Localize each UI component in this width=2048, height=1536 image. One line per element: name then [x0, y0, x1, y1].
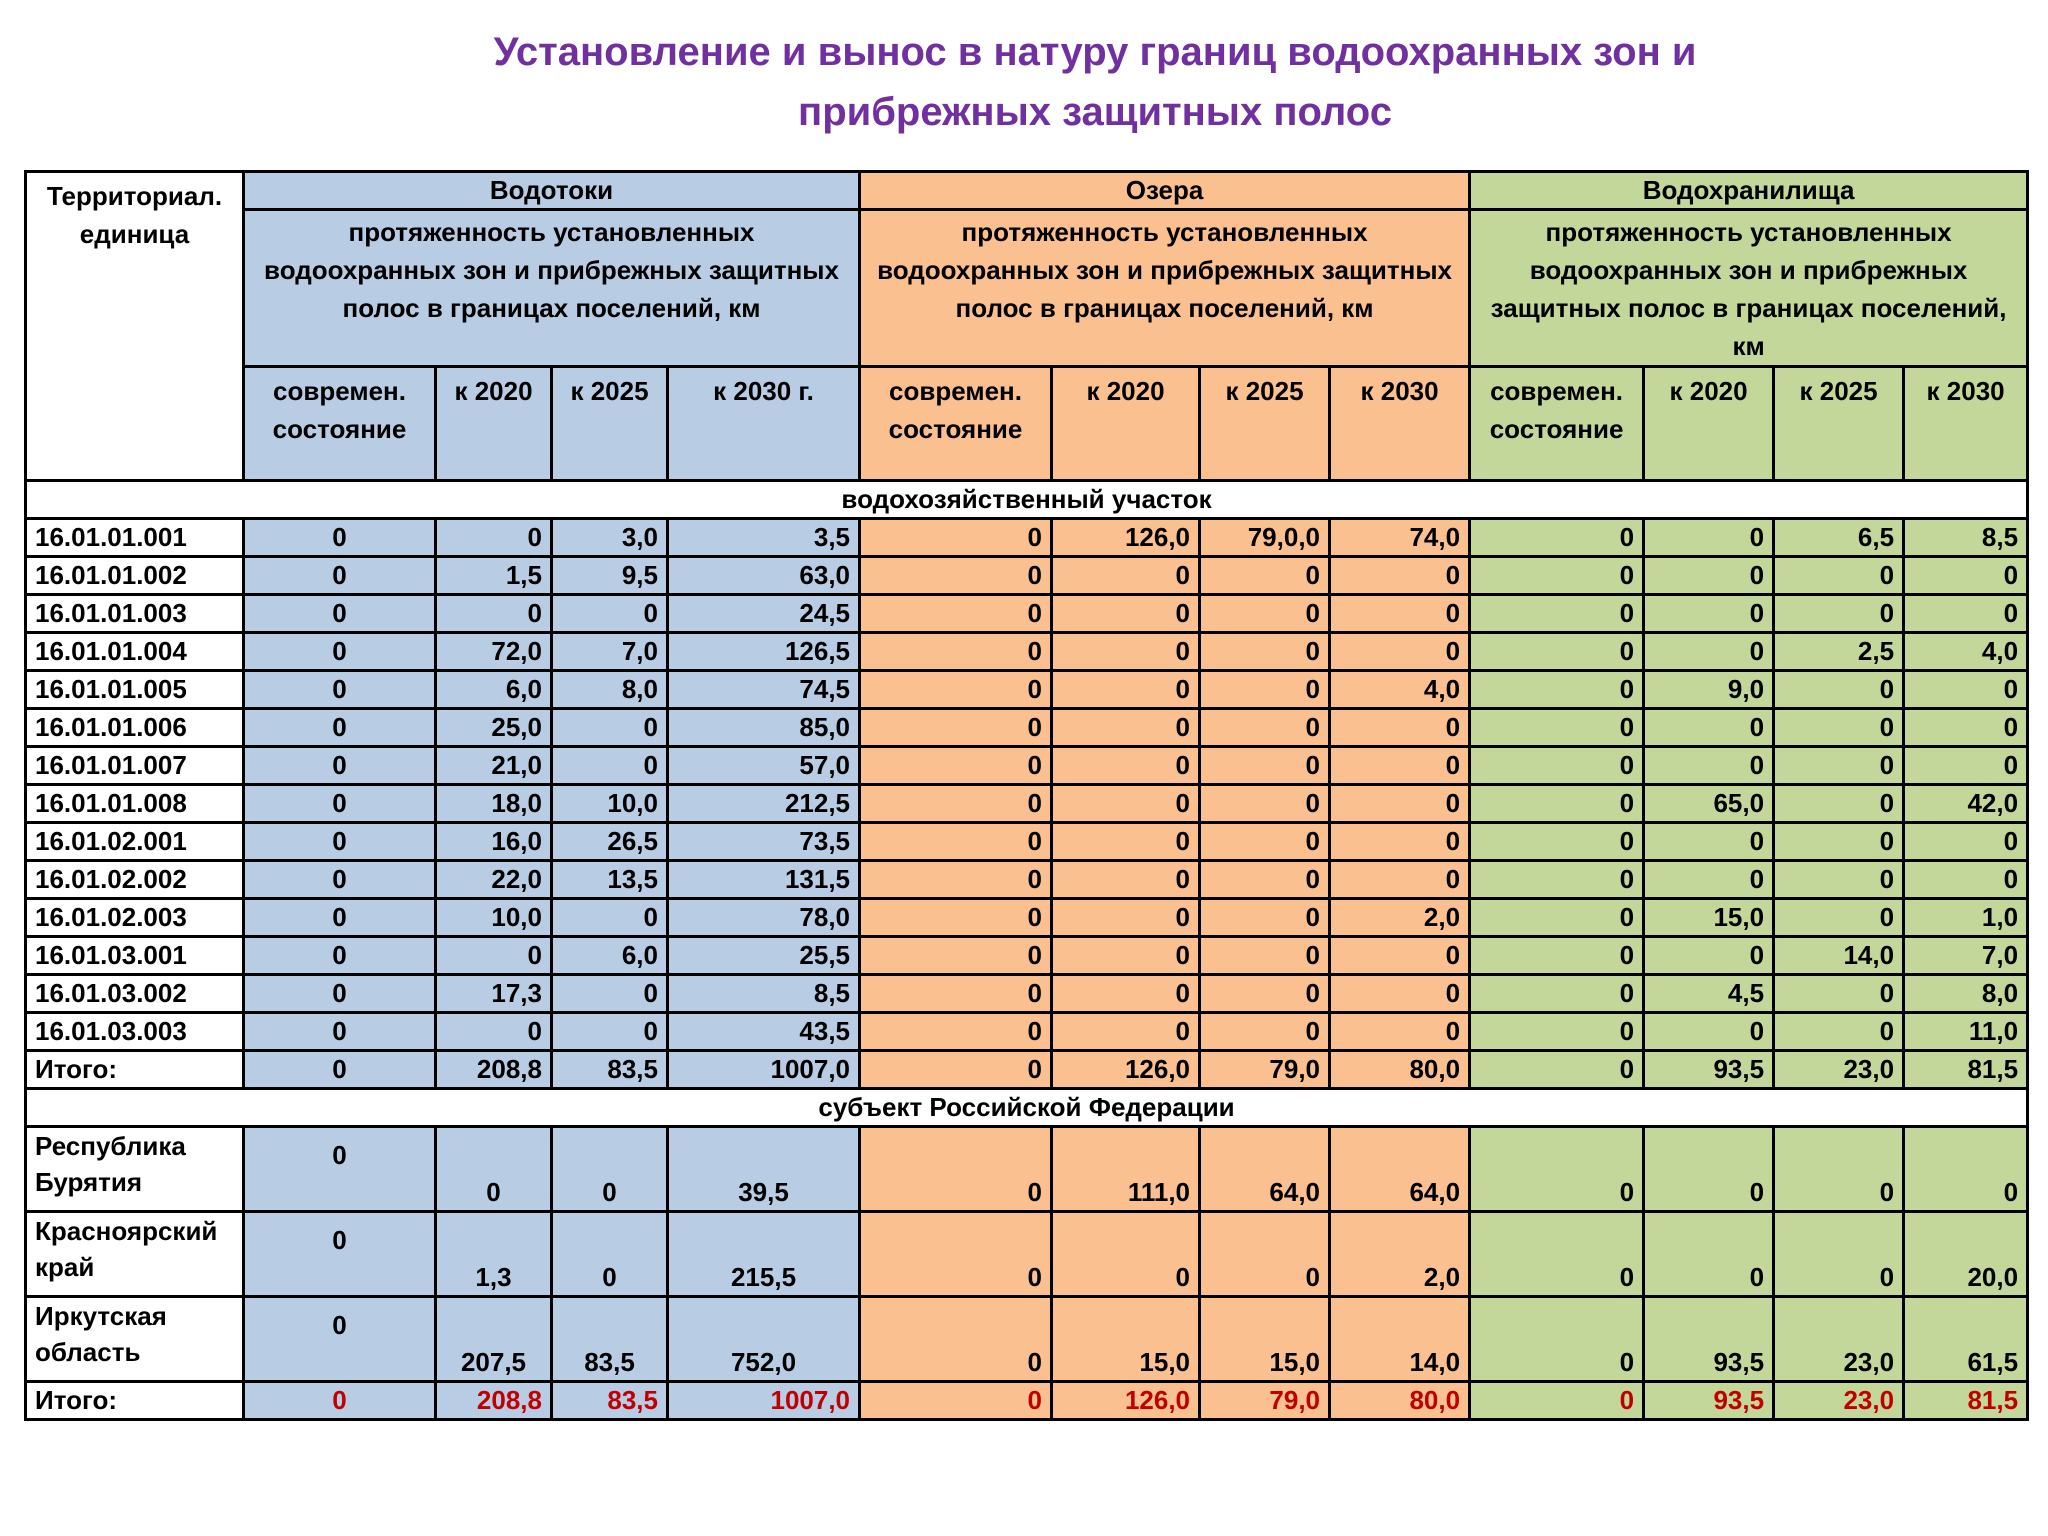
cell-ozera-2025: 0 [1200, 975, 1330, 1013]
cell-vodotoki-2030: 131,5 [668, 861, 860, 899]
cell-vodotoki-2030: 1007,0 [668, 1051, 860, 1089]
cell-vodotoki-2020: 1,5 [436, 557, 552, 595]
subheader-ozera-2030: к 2030 [1330, 367, 1470, 481]
cell-ozera-2030: 4,0 [1330, 671, 1470, 709]
table-row [26, 899, 2028, 937]
cell-vodohr-2020: 0 [1644, 595, 1774, 633]
region-row [26, 1297, 2028, 1382]
cell-ozera-2020: 0 [1052, 785, 1200, 823]
cell-ozera-2030: 14,0 [1330, 1297, 1470, 1382]
cell-vodohr-2025: 0 [1774, 1013, 1904, 1051]
cell-vodotoki-2030: 8,5 [668, 975, 860, 1013]
cell-vodotoki-2030: 57,0 [668, 747, 860, 785]
cell-vodotoki-current: 0 [244, 633, 436, 671]
cell-ozera-2020: 0 [1052, 861, 1200, 899]
cell-ozera-2030: 80,0 [1330, 1051, 1470, 1089]
cell-ozera-current: 0 [860, 1212, 1052, 1297]
cell-vodohr-current: 0 [1470, 747, 1644, 785]
table-row [26, 937, 2028, 975]
cell-ozera-2025: 79,0 [1200, 1051, 1330, 1089]
cell-ozera-2020: 0 [1052, 595, 1200, 633]
cell-vodotoki-2020: 18,0 [436, 785, 552, 823]
cell-vodohr-2030: 61,5 [1904, 1297, 2028, 1382]
table-row [26, 557, 2028, 595]
cell-vodotoki-2020: 208,8 [436, 1051, 552, 1089]
cell-vodohr-2020: 4,5 [1644, 975, 1774, 1013]
cell-ozera-2030: 0 [1330, 823, 1470, 861]
cell-unit: 16.01.01.005 [26, 671, 244, 709]
header-group-ozera: Озера [860, 172, 1470, 210]
cell-ozera-2020: 0 [1052, 557, 1200, 595]
cell-unit: 16.01.01.006 [26, 709, 244, 747]
cell-vodohr-2030: 0 [1904, 557, 2028, 595]
cell-ozera-current: 0 [860, 519, 1052, 557]
cell-ozera-current: 0 [860, 785, 1052, 823]
cell-vodohr-2030: 8,5 [1904, 519, 2028, 557]
cell-vodohr-2025: 0 [1774, 557, 1904, 595]
region-row [26, 1212, 2028, 1297]
cell-unit: Иркутская область [26, 1297, 244, 1382]
cell-unit: 16.01.02.003 [26, 899, 244, 937]
cell-vodohr-2030: 0 [1904, 709, 2028, 747]
cell-vodohr-2020: 0 [1644, 823, 1774, 861]
cell-vodotoki-current: 0 [244, 1013, 436, 1051]
cell-vodohr-current: 0 [1470, 1297, 1644, 1382]
header-group-vodotoki: Водотоки [244, 172, 860, 210]
region-rows [26, 1127, 2028, 1382]
title-line-2: прибрежных защитных полос [798, 90, 1392, 134]
subheader-vodotoki-current: современ. состояние [244, 367, 436, 481]
cell-vodotoki-2025: 6,0 [552, 937, 668, 975]
cell-vodohr-2030: 20,0 [1904, 1212, 2028, 1297]
cell-unit: 16.01.02.001 [26, 823, 244, 861]
cell-ozera-2025: 79,0,0 [1200, 519, 1330, 557]
cell-ozera-current: 0 [860, 557, 1052, 595]
cell-unit: 16.01.01.001 [26, 519, 244, 557]
cell-vodohr-2030: 42,0 [1904, 785, 2028, 823]
cell-ozera-2020: 126,0 [1052, 1051, 1200, 1089]
cell-ozera-2030: 74,0 [1330, 519, 1470, 557]
cell-ozera-current: 0 [860, 747, 1052, 785]
cell-vodohr-current: 0 [1470, 823, 1644, 861]
cell-vodohr-2030: 81,5 [1904, 1382, 2028, 1420]
cell-ozera-2030: 0 [1330, 633, 1470, 671]
cell-ozera-2025: 0 [1200, 633, 1330, 671]
cell-ozera-2025: 0 [1200, 1013, 1330, 1051]
cell-ozera-current: 0 [860, 1127, 1052, 1212]
page-title [300, 22, 1890, 142]
cell-vodotoki-2020: 25,0 [436, 709, 552, 747]
cell-vodotoki-2025: 0 [552, 709, 668, 747]
cell-vodohr-2020: 0 [1644, 557, 1774, 595]
cell-ozera-2030: 80,0 [1330, 1382, 1470, 1420]
water-zones-table [24, 170, 2029, 1421]
cell-vodotoki-2030: 85,0 [668, 709, 860, 747]
cell-vodohr-2030: 0 [1904, 1127, 2028, 1212]
cell-unit: 16.01.01.002 [26, 557, 244, 595]
cell-vodotoki-current: 0 [244, 747, 436, 785]
cell-vodohr-2020: 0 [1644, 747, 1774, 785]
cell-unit: 16.01.01.007 [26, 747, 244, 785]
cell-ozera-2025: 0 [1200, 937, 1330, 975]
cell-unit: Красноярский край [26, 1212, 244, 1297]
cell-vodotoki-2025: 83,5 [552, 1382, 668, 1420]
cell-vodotoki-2030: 752,0 [668, 1297, 860, 1382]
cell-ozera-2020: 15,0 [1052, 1297, 1200, 1382]
cell-vodohr-2025: 23,0 [1774, 1382, 1904, 1420]
cell-vodohr-2020: 0 [1644, 937, 1774, 975]
cell-ozera-2025: 64,0 [1200, 1127, 1330, 1212]
cell-vodotoki-2030: 25,5 [668, 937, 860, 975]
cell-vodohr-2030: 0 [1904, 747, 2028, 785]
cell-ozera-2030: 0 [1330, 747, 1470, 785]
cell-vodohr-2030: 11,0 [1904, 1013, 2028, 1051]
cell-unit: 16.01.03.001 [26, 937, 244, 975]
cell-ozera-2030: 64,0 [1330, 1127, 1470, 1212]
cell-ozera-2020: 111,0 [1052, 1127, 1200, 1212]
cell-vodohr-2030: 0 [1904, 671, 2028, 709]
cell-vodohr-current: 0 [1470, 899, 1644, 937]
cell-vodotoki-2020: 207,5 [436, 1297, 552, 1382]
cell-vodohr-current: 0 [1470, 709, 1644, 747]
cell-vodohr-2030: 7,0 [1904, 937, 2028, 975]
cell-ozera-2025: 79,0 [1200, 1382, 1330, 1420]
cell-vodohr-2025: 0 [1774, 747, 1904, 785]
cell-vodohr-2030: 8,0 [1904, 975, 2028, 1013]
cell-vodotoki-current: 0 [244, 671, 436, 709]
header-territorial-unit: Территориал. единица [26, 172, 244, 481]
cell-ozera-2025: 0 [1200, 899, 1330, 937]
cell-vodohr-current: 0 [1470, 1127, 1644, 1212]
cell-ozera-2025: 0 [1200, 1212, 1330, 1297]
cell-ozera-2030: 2,0 [1330, 899, 1470, 937]
cell-vodohr-2030: 0 [1904, 861, 2028, 899]
cell-vodohr-current: 0 [1470, 937, 1644, 975]
cell-vodohr-2020: 0 [1644, 633, 1774, 671]
subheader-ozera-2020: к 2020 [1052, 367, 1200, 481]
cell-vodotoki-2025: 83,5 [552, 1297, 668, 1382]
cell-vodotoki-2030: 73,5 [668, 823, 860, 861]
cell-vodohr-2020: 9,0 [1644, 671, 1774, 709]
header-desc-vodohranilishcha: протяженность установленных водоохранных зон и прибрежных защитных полос в границах поселений, км [1470, 210, 2028, 367]
subheader-vodotoki-2020: к 2020 [436, 367, 552, 481]
subheader-vodohr-2020: к 2020 [1644, 367, 1774, 481]
table-row [26, 747, 2028, 785]
cell-ozera-current: 0 [860, 1013, 1052, 1051]
cell-ozera-2020: 126,0 [1052, 519, 1200, 557]
cell-vodotoki-current: 0 [244, 709, 436, 747]
cell-ozera-2030: 0 [1330, 1013, 1470, 1051]
subheader-vodohr-current: современ. состояние [1470, 367, 1644, 481]
cell-ozera-2030: 0 [1330, 975, 1470, 1013]
cell-ozera-2020: 0 [1052, 709, 1200, 747]
subheader-ozera-current: современ. состояние [860, 367, 1052, 481]
cell-unit: 16.01.03.002 [26, 975, 244, 1013]
cell-vodohr-current: 0 [1470, 557, 1644, 595]
cell-vodohr-2020: 93,5 [1644, 1382, 1774, 1420]
cell-ozera-2025: 0 [1200, 785, 1330, 823]
cell-vodotoki-current: 0 [244, 861, 436, 899]
cell-ozera-2030: 0 [1330, 595, 1470, 633]
table-row [26, 861, 2028, 899]
cell-unit: 16.01.01.008 [26, 785, 244, 823]
cell-unit: Итого: [26, 1051, 244, 1089]
cell-vodohr-2020: 0 [1644, 1212, 1774, 1297]
cell-vodotoki-2025: 0 [552, 595, 668, 633]
cell-vodotoki-2030: 78,0 [668, 899, 860, 937]
header-desc-ozera: протяженность установленных водоохранных зон и прибрежных защитных полос в границах поселений, км [860, 210, 1470, 367]
cell-vodotoki-2030: 212,5 [668, 785, 860, 823]
table-row [26, 709, 2028, 747]
cell-vodohr-2020: 93,5 [1644, 1297, 1774, 1382]
cell-vodohr-2025: 0 [1774, 975, 1904, 1013]
cell-vodotoki-2025: 0 [552, 1212, 668, 1297]
cell-vodohr-current: 0 [1470, 519, 1644, 557]
cell-unit: Республика Бурятия [26, 1127, 244, 1212]
subheader-ozera-2025: к 2025 [1200, 367, 1330, 481]
cell-vodohr-current: 0 [1470, 633, 1644, 671]
cell-ozera-2030: 0 [1330, 557, 1470, 595]
cell-ozera-current: 0 [860, 1297, 1052, 1382]
cell-vodohr-2025: 0 [1774, 671, 1904, 709]
cell-vodohr-2020: 0 [1644, 861, 1774, 899]
cell-vodotoki-2025: 3,0 [552, 519, 668, 557]
cell-ozera-2030: 0 [1330, 937, 1470, 975]
cell-vodotoki-2025: 0 [552, 899, 668, 937]
cell-ozera-current: 0 [860, 633, 1052, 671]
cell-vodotoki-2020: 6,0 [436, 671, 552, 709]
cell-vodotoki-2030: 74,5 [668, 671, 860, 709]
cell-ozera-2020: 0 [1052, 899, 1200, 937]
cell-vodotoki-2020: 0 [436, 1013, 552, 1051]
cell-vodotoki-2025: 0 [552, 975, 668, 1013]
cell-vodotoki-2020: 0 [436, 1127, 552, 1212]
header-group-vodohranilishcha: Водохранилища [1470, 172, 2028, 210]
cell-vodohr-2025: 23,0 [1774, 1051, 1904, 1089]
cell-vodohr-2020: 0 [1644, 1127, 1774, 1212]
cell-ozera-2025: 0 [1200, 595, 1330, 633]
cell-vodotoki-2030: 39,5 [668, 1127, 860, 1212]
cell-ozera-2020: 0 [1052, 633, 1200, 671]
cell-vodotoki-current: 0 [244, 1212, 436, 1297]
cell-vodotoki-current: 0 [244, 1127, 436, 1212]
table-row [26, 633, 2028, 671]
cell-vodohr-2025: 2,5 [1774, 633, 1904, 671]
cell-vodotoki-2030: 126,5 [668, 633, 860, 671]
cell-vodohr-current: 0 [1470, 595, 1644, 633]
cell-vodotoki-current: 0 [244, 1297, 436, 1382]
cell-vodotoki-2025: 0 [552, 1013, 668, 1051]
cell-ozera-2030: 2,0 [1330, 1212, 1470, 1297]
cell-ozera-current: 0 [860, 709, 1052, 747]
cell-ozera-2025: 15,0 [1200, 1297, 1330, 1382]
cell-vodotoki-2025: 8,0 [552, 671, 668, 709]
cell-vodohr-current: 0 [1470, 1212, 1644, 1297]
cell-vodotoki-current: 0 [244, 899, 436, 937]
cell-vodotoki-2030: 1007,0 [668, 1382, 860, 1420]
cell-vodohr-2030: 81,5 [1904, 1051, 2028, 1089]
cell-vodohr-2030: 0 [1904, 823, 2028, 861]
cell-vodohr-2020: 0 [1644, 1013, 1774, 1051]
cell-vodotoki-2025: 13,5 [552, 861, 668, 899]
section-water-management: водохозяйственный участок [26, 481, 2028, 519]
cell-ozera-2020: 0 [1052, 975, 1200, 1013]
cell-vodohr-current: 0 [1470, 861, 1644, 899]
cell-ozera-current: 0 [860, 823, 1052, 861]
region-row [26, 1127, 2028, 1212]
cell-ozera-current: 0 [860, 937, 1052, 975]
cell-vodohr-current: 0 [1470, 1382, 1644, 1420]
cell-ozera-2030: 0 [1330, 861, 1470, 899]
total-row [26, 1382, 2028, 1420]
cell-vodotoki-2020: 0 [436, 595, 552, 633]
cell-vodotoki-2020: 16,0 [436, 823, 552, 861]
table-row [26, 785, 2028, 823]
cell-ozera-2020: 0 [1052, 1013, 1200, 1051]
cell-ozera-2020: 0 [1052, 823, 1200, 861]
total-row-body [26, 1382, 2028, 1420]
cell-ozera-2025: 0 [1200, 861, 1330, 899]
cell-vodotoki-2020: 208,8 [436, 1382, 552, 1420]
cell-vodotoki-2025: 0 [552, 1127, 668, 1212]
table-row [26, 595, 2028, 633]
cell-vodotoki-2025: 26,5 [552, 823, 668, 861]
cell-vodotoki-2020: 0 [436, 937, 552, 975]
cell-vodohr-2020: 93,5 [1644, 1051, 1774, 1089]
cell-vodotoki-current: 0 [244, 937, 436, 975]
cell-vodotoki-current: 0 [244, 519, 436, 557]
cell-vodotoki-2025: 10,0 [552, 785, 668, 823]
cell-vodohr-2025: 23,0 [1774, 1297, 1904, 1382]
cell-vodotoki-2030: 24,5 [668, 595, 860, 633]
cell-vodohr-current: 0 [1470, 975, 1644, 1013]
cell-ozera-2030: 0 [1330, 785, 1470, 823]
cell-ozera-2020: 126,0 [1052, 1382, 1200, 1420]
cell-ozera-2025: 0 [1200, 557, 1330, 595]
cell-vodohr-2025: 0 [1774, 1212, 1904, 1297]
cell-ozera-2025: 0 [1200, 709, 1330, 747]
cell-ozera-2020: 0 [1052, 747, 1200, 785]
cell-vodotoki-2020: 0 [436, 519, 552, 557]
cell-ozera-2020: 0 [1052, 937, 1200, 975]
cell-vodohr-2025: 14,0 [1774, 937, 1904, 975]
cell-vodotoki-current: 0 [244, 1051, 436, 1089]
title-line-1: Установление и вынос в натуру границ водоохранных зон и [493, 30, 1697, 74]
cell-vodohr-2025: 0 [1774, 709, 1904, 747]
cell-ozera-2030: 0 [1330, 709, 1470, 747]
cell-vodotoki-2020: 17,3 [436, 975, 552, 1013]
cell-vodotoki-2020: 1,3 [436, 1212, 552, 1297]
table-row [26, 1051, 2028, 1089]
cell-vodohr-2025: 0 [1774, 823, 1904, 861]
table-row [26, 519, 2028, 557]
cell-vodotoki-2025: 0 [552, 747, 668, 785]
cell-vodohr-2025: 0 [1774, 899, 1904, 937]
cell-vodotoki-current: 0 [244, 823, 436, 861]
table-row [26, 823, 2028, 861]
header-desc-vodotoki: протяженность установленных водоохранных зон и прибрежных защитных полос в границах поселений, км [244, 210, 860, 367]
cell-vodohr-2030: 1,0 [1904, 899, 2028, 937]
cell-vodohr-current: 0 [1470, 1051, 1644, 1089]
cell-vodohr-2020: 0 [1644, 709, 1774, 747]
cell-vodotoki-2020: 10,0 [436, 899, 552, 937]
cell-ozera-2025: 0 [1200, 823, 1330, 861]
cell-vodohr-2025: 0 [1774, 595, 1904, 633]
cell-ozera-current: 0 [860, 1051, 1052, 1089]
cell-ozera-current: 0 [860, 671, 1052, 709]
cell-vodohr-current: 0 [1470, 785, 1644, 823]
cell-vodotoki-2030: 215,5 [668, 1212, 860, 1297]
cell-ozera-current: 0 [860, 975, 1052, 1013]
table-row [26, 1013, 2028, 1051]
cell-ozera-current: 0 [860, 1382, 1052, 1420]
subheader-vodotoki-2030: к 2030 г. [668, 367, 860, 481]
cell-vodotoki-2020: 22,0 [436, 861, 552, 899]
cell-vodohr-2020: 0 [1644, 519, 1774, 557]
section-federal-subject: субъект Российской Федерации [26, 1089, 2028, 1127]
cell-vodohr-2025: 6,5 [1774, 519, 1904, 557]
cell-vodotoki-current: 0 [244, 785, 436, 823]
cell-ozera-2020: 0 [1052, 1212, 1200, 1297]
cell-vodotoki-2030: 63,0 [668, 557, 860, 595]
cell-vodotoki-current: 0 [244, 975, 436, 1013]
cell-vodohr-2025: 0 [1774, 785, 1904, 823]
cell-vodotoki-2020: 21,0 [436, 747, 552, 785]
subheader-vodotoki-2025: к 2025 [552, 367, 668, 481]
cell-vodotoki-2030: 3,5 [668, 519, 860, 557]
cell-vodohr-2020: 65,0 [1644, 785, 1774, 823]
cell-vodotoki-2020: 72,0 [436, 633, 552, 671]
table-row [26, 671, 2028, 709]
cell-ozera-current: 0 [860, 861, 1052, 899]
cell-ozera-current: 0 [860, 899, 1052, 937]
cell-unit: 16.01.01.003 [26, 595, 244, 633]
cell-ozera-2020: 0 [1052, 671, 1200, 709]
cell-vodohr-2020: 15,0 [1644, 899, 1774, 937]
cell-vodohr-2030: 4,0 [1904, 633, 2028, 671]
table-row [26, 975, 2028, 1013]
cell-vodohr-current: 0 [1470, 1013, 1644, 1051]
cell-vodotoki-current: 0 [244, 557, 436, 595]
cell-vodotoki-2025: 9,5 [552, 557, 668, 595]
cell-vodotoki-current: 0 [244, 1382, 436, 1420]
subheader-vodohr-2030: к 2030 [1904, 367, 2028, 481]
cell-vodotoki-2030: 43,5 [668, 1013, 860, 1051]
cell-vodohr-2030: 0 [1904, 595, 2028, 633]
cell-vodohr-2025: 0 [1774, 861, 1904, 899]
cell-unit: 16.01.01.004 [26, 633, 244, 671]
cell-vodohr-2025: 0 [1774, 1127, 1904, 1212]
cell-vodotoki-2025: 83,5 [552, 1051, 668, 1089]
subheader-vodohr-2025: к 2025 [1774, 367, 1904, 481]
cell-vodotoki-2025: 7,0 [552, 633, 668, 671]
data-rows [26, 519, 2028, 1089]
cell-ozera-2025: 0 [1200, 671, 1330, 709]
cell-vodohr-current: 0 [1470, 671, 1644, 709]
cell-unit: 16.01.03.003 [26, 1013, 244, 1051]
cell-vodotoki-current: 0 [244, 595, 436, 633]
cell-ozera-current: 0 [860, 595, 1052, 633]
cell-ozera-2025: 0 [1200, 747, 1330, 785]
cell-unit: Итого: [26, 1382, 244, 1420]
cell-unit: 16.01.02.002 [26, 861, 244, 899]
